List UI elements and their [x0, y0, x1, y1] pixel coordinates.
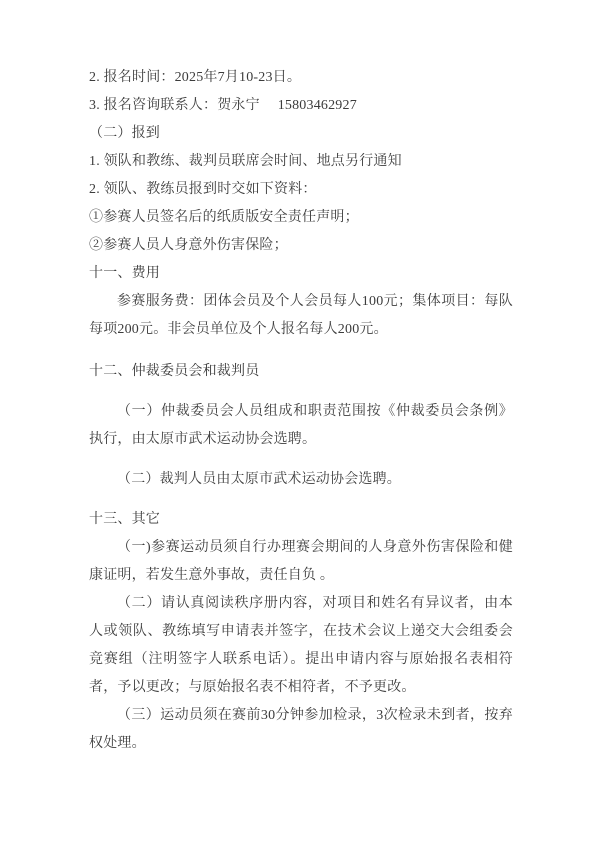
checkin-material-2: ②参赛人员人身意外伤害保险； — [89, 238, 288, 253]
section-12-item-1: （一）仲裁委员会人员组成和职责范围按《仲裁委员会条例》执行，由太原市武术运动协会选聘。 — [89, 404, 513, 447]
registration-contact-line: 3. 报名咨询联系人：贺永宁 15803462927 — [89, 98, 357, 113]
checkin-subheading: （二）报到 — [89, 126, 160, 141]
checkin-item-2: 2. 领队、教练员报到时交如下资料： — [89, 182, 317, 197]
section-12-arbitration-heading: 十二、仲裁委员会和裁判员 — [89, 364, 260, 379]
checkin-material-1: ①参赛人员签名后的纸质版安全责任声明； — [89, 210, 359, 225]
section-13-item-2: （二）请认真阅读秩序册内容，对项目和姓名有异议者，由本人或领队、教练填写申请表并签字，在技术会议上递交大会组委会竞赛组（注明签字人联系电话）。提出申请内容与原始报名表相符者，予以更改；与原始报名表不相符者，不予更改。 — [89, 596, 513, 695]
section-13-other-heading: 十三、其它 — [89, 512, 160, 527]
section-12-item-2: （二）裁判人员由太原市武术运动协会选聘。 — [117, 472, 401, 487]
section-11-fee-heading: 十一、费用 — [89, 266, 160, 281]
section-13-item-3: （三）运动员须在赛前30分钟参加检录，3次检录未到者，按弃权处理。 — [89, 708, 513, 751]
section-11-fee-body: 参赛服务费：团体会员及个人会员每人100元；集体项目：每队每项200元。非会员单位及个人报名每人200元。 — [89, 294, 513, 337]
section-13-item-1: （一)参赛运动员须自行办理赛会期间的人身意外伤害保险和健康证明，若发生意外事故，责任自负 。 — [89, 540, 513, 583]
registration-time-line: 2. 报名时间：2025年7月10-23日。 — [89, 70, 302, 85]
document-content — [89, 64, 513, 758]
checkin-item-1: 1. 领队和教练、裁判员联席会时间、地点另行通知 — [89, 154, 402, 169]
